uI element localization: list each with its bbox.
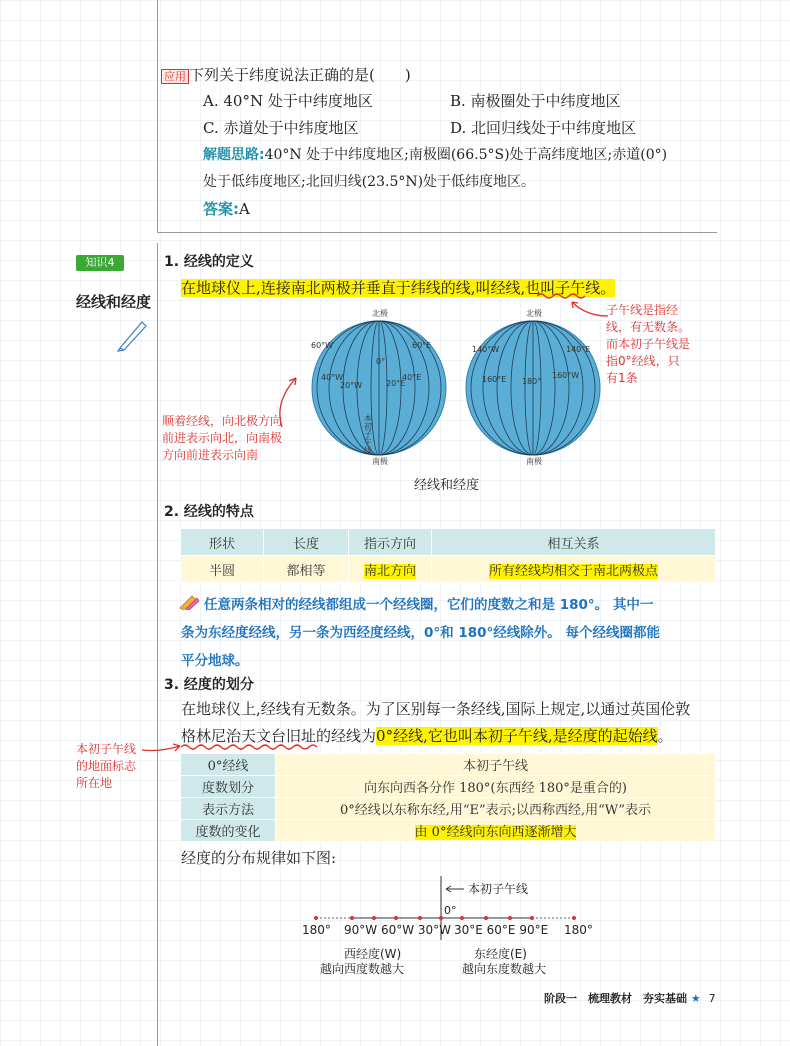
- meridian-features-table: [180, 528, 716, 583]
- longitude-para-line2: 格林尼治天文台旧址的经线为0°经线,它也叫本初子午线,是经度的起始线。: [181, 727, 673, 745]
- globe-label: 20°E: [386, 379, 406, 388]
- option-b: B. 南极圈处于中纬度地区: [450, 92, 621, 110]
- longitude-axis-diagram: [296, 870, 616, 980]
- globe-label: 180°: [522, 377, 542, 386]
- globe-label: 60°E: [412, 341, 432, 350]
- longitude-para-line1: 在地球仪上,经线有无数条。为了区别每一条经线,国际上规定,以通过英国伦敦: [181, 700, 691, 718]
- note-meridian-definition: 子午线是指经 线，有无数条。 而本初子午线是 指0°经线，只 有1条: [606, 303, 691, 385]
- table-cell: 半圆: [181, 556, 264, 583]
- globe-label: 40°E: [402, 373, 422, 382]
- table-header: 指示方向: [349, 529, 432, 556]
- south-pole-label: 南极: [526, 457, 542, 466]
- west-longitude-label: 西经度(W): [344, 947, 402, 961]
- globe-label: 60°W: [311, 341, 334, 350]
- east-ticks-label: 30°E 60°E 90°E: [454, 923, 549, 937]
- section-divider: [157, 232, 717, 233]
- globe-label: 160°W: [552, 371, 580, 380]
- globe-label: 0°: [376, 357, 386, 366]
- table-row: [181, 820, 716, 842]
- prime-meridian-label: 本初子午线: [363, 414, 373, 454]
- west-increase-label: 越向西度数越大: [320, 962, 405, 976]
- distribution-intro: 经度的分布规律如下图:: [181, 849, 337, 867]
- table-header: 相互关系: [432, 529, 716, 556]
- option-d: D. 北回归线处于中纬度地区: [450, 119, 637, 137]
- table-row: [181, 798, 716, 820]
- knowledge-badge: 知识4: [76, 255, 124, 271]
- tip-meridian-circle: 任意两条相对的经线都组成一个经线圈，它们的度数之和是 180°。 其中一: [204, 597, 654, 613]
- section3-heading: 3. 经度的划分: [164, 677, 254, 693]
- margin-line: [157, 243, 158, 1046]
- table-row: [181, 776, 716, 798]
- arrow-icon: [140, 740, 184, 754]
- table-header: 长度: [264, 529, 349, 556]
- west-ticks-label: 90°W 60°W 30°W: [344, 923, 452, 937]
- wavy-underline: [181, 743, 321, 751]
- table-cell: 向东向西各分作 180°(东西经 180°是重合的): [276, 776, 716, 798]
- footer: 阶段一 梳理教材 夯实基础 ★ 7: [544, 992, 716, 1005]
- option-a: A. 40°N 处于中纬度地区: [203, 92, 373, 110]
- globe-label: 140°W: [472, 345, 500, 354]
- note-greenwich: 本初子午线 的地面标志 所在地: [76, 742, 137, 790]
- analysis-line2: 处于低纬度地区;北回归线(23.5°N)处于低纬度地区。: [203, 174, 536, 190]
- table-header-row: [181, 529, 716, 556]
- page-number: 7: [708, 992, 716, 1005]
- east-longitude-label: 东经度(E): [474, 947, 527, 961]
- globe-label: 40°W: [321, 373, 344, 382]
- question-stem: 应用 下列关于纬度说法正确的是( ): [161, 64, 411, 85]
- figure-caption: 经线和经度: [414, 478, 480, 493]
- section2-heading: 2. 经线的特点: [164, 504, 254, 520]
- longitude-division-table: [180, 753, 716, 842]
- north-pole-label: 北极: [372, 309, 388, 318]
- apply-tag: 应用: [161, 69, 189, 84]
- option-c: C. 赤道处于中纬度地区: [203, 119, 359, 137]
- table-header: 形状: [181, 529, 264, 556]
- table-cell: 南北方向: [349, 556, 432, 583]
- table-cell: 所有经线均相交于南北两极点: [432, 556, 716, 583]
- globe-left: [306, 308, 452, 466]
- note-direction: 顺着经线，向北极方向 前进表示向北，向南极 方向前进表示向南: [162, 414, 283, 462]
- globe-right: [460, 308, 606, 466]
- section1-heading: 1. 经线的定义: [164, 254, 254, 270]
- tip-meridian-circle-cont: 条为东经度经线，另一条为西经度经线，0°和 180°经线除外。 每个经线圈都能 平分地球。: [181, 625, 660, 669]
- table-cell: 由 0°经线向东向西逐渐增大: [276, 820, 716, 842]
- table-cell: 本初子午线: [276, 754, 716, 776]
- table-row-header: 度数的变化: [181, 820, 276, 842]
- globe-label: 160°E: [482, 375, 507, 384]
- zero-label: 0°: [444, 904, 457, 917]
- sidebar-title: 经线和经度: [76, 293, 152, 311]
- globe-label: 140°E: [566, 345, 591, 354]
- pencils-icon: [178, 594, 200, 610]
- star-icon: ★: [690, 992, 701, 1005]
- prime-meridian-axis-label: 本初子午线: [468, 882, 529, 896]
- table-row-header: 度数划分: [181, 776, 276, 798]
- north-pole-label: 北极: [526, 309, 542, 318]
- table-cell: 都相等: [264, 556, 349, 583]
- table-cell: 0°经线以东称东经,用“E”表示;以西称西经,用“W”表示: [276, 798, 716, 820]
- globe-label: 20°W: [340, 381, 363, 390]
- east-end-label: 180°: [564, 923, 593, 937]
- table-row: [181, 754, 716, 776]
- meridian-definition: 在地球仪上,连接南北两极并垂直于纬线的线,叫经线,也叫子午线。: [181, 279, 616, 297]
- margin-line: [157, 0, 158, 232]
- answer: 答案:A: [203, 200, 250, 218]
- west-end-label: 180°: [302, 923, 331, 937]
- east-increase-label: 越向东度数越大: [462, 962, 547, 976]
- table-row-header: 0°经线: [181, 754, 276, 776]
- analysis-line1: 解题思路:40°N 处于中纬度地区;南极圈(66.5°S)处于高纬度地区;赤道(0°): [203, 147, 668, 163]
- table-row: [181, 556, 716, 583]
- south-pole-label: 南极: [372, 457, 388, 466]
- table-row-header: 表示方法: [181, 798, 276, 820]
- pencil-icon: [116, 318, 148, 352]
